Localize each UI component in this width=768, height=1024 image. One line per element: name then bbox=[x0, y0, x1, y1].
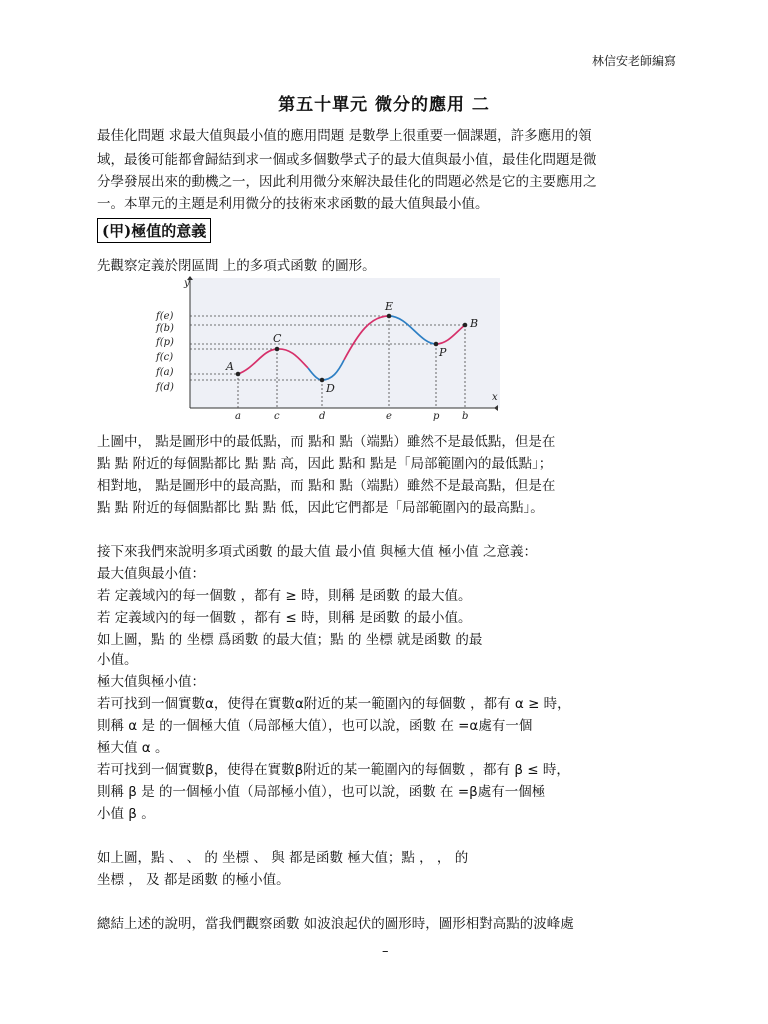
x-tick-label: b bbox=[462, 411, 469, 422]
definition-line: 極大值 α 。 bbox=[97, 740, 169, 756]
example-line: 坐標 ， 及 都是函數 的極小值。 bbox=[97, 872, 290, 888]
y-tick-label: f(b) bbox=[156, 323, 174, 334]
y-tick-label: f(a) bbox=[156, 367, 174, 378]
y-tick-label: f(p) bbox=[156, 337, 174, 348]
example-line: 如上圖，點 、 、 的 坐標 、 與 都是函數 極大值；點 ， ， 的 bbox=[97, 850, 469, 866]
definition-line: 則稱 β 是 的一個極小值（局部極小值），也可以說，函數 在 =β處有一個極 bbox=[97, 784, 546, 800]
author-credit: 林信安老師編寫 bbox=[592, 54, 677, 68]
point-label: D bbox=[326, 382, 335, 395]
x-tick-label: e bbox=[386, 411, 392, 422]
point-label: B bbox=[470, 317, 479, 330]
section-heading: (甲)極值的意義 bbox=[97, 218, 211, 243]
point-label: P bbox=[439, 346, 447, 359]
point-b bbox=[463, 323, 468, 328]
definition-line: 極大值與極小值： bbox=[97, 674, 205, 690]
intro-line: 域，最後可能都會歸結到求一個或多個數學式子的最大值與最小值，最佳化問題是微 bbox=[97, 152, 597, 168]
point-d bbox=[320, 378, 325, 383]
y-tick-label: f(c) bbox=[156, 352, 174, 363]
observe-line: 先觀察定義於閉區間 上的多項式函數 的圖形。 bbox=[97, 258, 376, 274]
point-c bbox=[275, 347, 280, 352]
intro-line: 最佳化問題 求最大值與最小值的應用問題 是數學上很重要一個課題，許多應用的領 bbox=[97, 128, 592, 144]
definition-line: 則稱 α 是 的一個極大值（局部極大值），也可以說，函數 在 =α處有一個 bbox=[97, 718, 533, 734]
point-a bbox=[236, 372, 241, 377]
explain-line: 點 點 附近的每個點都比 點 點 低，因此它們都是「局部範圍內的最高點」。 bbox=[97, 500, 544, 516]
point-p bbox=[434, 342, 439, 347]
definition-line: 接下來我們來說明多項式函數 的最大值 最小值 與極大值 極小值 之意義： bbox=[97, 544, 537, 560]
definition-line: 若 定義域內的每一個數 ，都有 ≤ 時，則稱 是函數 的最小值。 bbox=[97, 610, 472, 626]
y-tick-label: f(e) bbox=[156, 311, 174, 322]
x-axis-label: x bbox=[492, 392, 498, 403]
intro-line: 分學發展出來的動機之一，因此利用微分來解決最佳化的問題必然是它的主要應用之 bbox=[97, 174, 597, 190]
definition-line: 若可找到一個實數β，使得在實數β附近的某一範圍內的每個數 ，都有 β ≤ 時， bbox=[97, 762, 570, 778]
point-label: A bbox=[226, 360, 234, 373]
graph-background bbox=[190, 278, 500, 408]
function-graph bbox=[150, 276, 500, 422]
point-e bbox=[387, 314, 392, 319]
summary-line: 總結上述的說明，當我們觀察函數 如波浪起伏的圖形時，圖形相對高點的波峰處 bbox=[97, 916, 574, 932]
page-number: – bbox=[382, 944, 389, 959]
definition-line: 若可找到一個實數α，使得在實數α附近的某一範圍內的每個數 ，都有 α ≥ 時， bbox=[97, 696, 571, 712]
x-tick-label: p bbox=[433, 411, 440, 422]
explain-line: 相對地， 點是圖形中的最高點，而 點和 點（端點）雖然不是最高點，但是在 bbox=[97, 478, 556, 494]
point-label: E bbox=[385, 300, 394, 313]
definition-line: 小值。 bbox=[97, 652, 138, 668]
y-tick-label: f(d) bbox=[156, 382, 174, 393]
y-axis-label: y bbox=[184, 278, 190, 289]
x-tick-label: a bbox=[235, 411, 241, 422]
point-label: C bbox=[273, 332, 282, 345]
page-title: 第五十單元 微分的應用 二 bbox=[278, 95, 490, 115]
explain-line: 上圖中， 點是圖形中的最低點，而 點和 點（端點）雖然不是最低點，但是在 bbox=[97, 434, 556, 450]
intro-line: 一。本單元的主題是利用微分的技術來求函數的最大值與最小值。 bbox=[97, 196, 489, 212]
definition-line: 如上圖，點 的 坐標 爲函數 的最大值；點 的 坐標 就是函數 的最 bbox=[97, 632, 483, 648]
x-tick-label: d bbox=[319, 411, 326, 422]
definition-line: 小值 β 。 bbox=[97, 806, 155, 822]
definition-line: 若 定義域內的每一個數 ，都有 ≥ 時，則稱 是函數 的最大值。 bbox=[97, 588, 472, 604]
explain-line: 點 點 附近的每個點都比 點 點 高，因此 點和 點是「局部範圍內的最低點」； bbox=[97, 456, 553, 472]
x-tick-label: c bbox=[274, 411, 280, 422]
definition-line: 最大值與最小值： bbox=[97, 566, 205, 582]
